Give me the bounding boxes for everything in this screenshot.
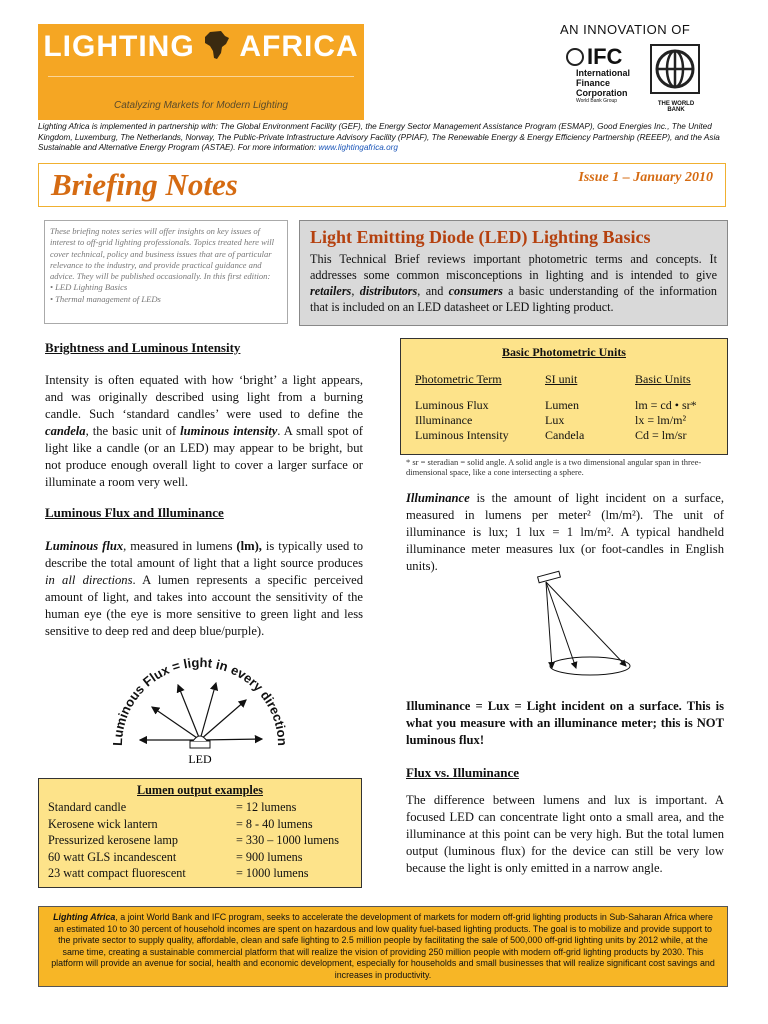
ifc-line: Corporation — [576, 88, 628, 98]
flux-arrow — [200, 739, 262, 740]
africa-map-icon — [204, 30, 230, 60]
cone-ray — [546, 582, 626, 666]
photometric-units-box — [400, 338, 728, 455]
term-cell: Luminous Flux — [415, 398, 489, 412]
world-bank-globe-icon — [650, 44, 700, 94]
led-basics-title: Light Emitting Diode (LED) Lighting Basics — [310, 227, 651, 247]
cone-ray — [546, 582, 552, 668]
ifc-logo — [566, 44, 638, 104]
light-source-icon — [538, 571, 561, 582]
photometric-title: Basic Photometric Units — [502, 345, 626, 359]
flux-arrow — [200, 683, 216, 740]
lumen-row: Pressurized kerosene lamp = 330 – 1000 lumens — [48, 833, 340, 847]
innovation-label: AN INNOVATION OF — [560, 22, 691, 37]
basic-cell: Cd = lm/sr — [635, 428, 687, 442]
led-icon — [190, 741, 210, 748]
lighting-africa-logo — [38, 24, 364, 120]
intro-list-item: • Thermal management of LEDs — [50, 293, 161, 304]
led-label: LED — [188, 752, 212, 766]
briefing-title: Briefing Notes — [51, 167, 238, 202]
flux-vs-paragraph: The difference between lumens and lux is important. A focused LED can concentrate light onto a small area, and the illuminance at this point can be very high. But the total lumen output (luminous flux) for the device can still be very low because the light is only emitted in a narrow angle. — [406, 793, 724, 875]
brightness-heading: Brightness and Luminous Intensity — [45, 340, 241, 355]
cone-ray — [546, 582, 576, 668]
brightness-paragraph: Intensity is often equated with how ‘bright’ a light appears, and was originally described using light from a burning candle. Such ‘standard candles’ were used to define the candela, the basic unit of luminous intensity. A small spot of light like a candle (or an LED) may appear to be bright, but not produce enough overall light to cover a larger surface or illuminate a room very well. — [45, 373, 363, 489]
si-cell: Lux — [545, 413, 565, 427]
lumen-examples-box — [38, 778, 362, 888]
lumen-row: 23 watt compact fluorescent = 1000 lumens — [48, 866, 309, 880]
intro-list-item: • LED Lighting Basics — [50, 282, 128, 293]
flux-diagram-label: Luminous Flux = light in every direction — [109, 654, 291, 747]
led-basics-box — [299, 220, 728, 326]
flux-paragraph: Luminous flux, measured in lumens (lm), is typically used to describe the total amount of light that a light source produces in all directions. A lumen represents a specific perceived amount of light, and takes into account the sensitivity of the human eye (the eye is more sensitive to green light and less sensitive to deep red and deep blue/purple). — [45, 539, 364, 638]
logo-word-africa: AFRICA — [239, 30, 359, 63]
luminous-flux-diagram — [100, 645, 300, 770]
col-header-term: Photometric Term — [415, 372, 502, 386]
lumen-row: Kerosene wick lantern = 8 - 40 lumens — [48, 816, 313, 831]
issue-label: Issue 1 – January 2010 — [578, 170, 713, 185]
website-link[interactable]: www.lightingafrica.org — [318, 143, 398, 152]
ifc-group: World Bank Group — [576, 98, 618, 104]
program-text: , a joint World Bank and IFC program, seeks to accelerate the development of markets for modern off-grid lighting products in Sub-Saharan Africa where an estimated 10 to 30 percent of household incomes are spent on hazardous and low quality fuel-based lighting products. The goal is to mobilize and provide support to the private sector to supply quality, affordable, clean and safe lighting to 2.5 million people by facilitating the sale of 500,000 off-grid lighting units by 2012 while, at the same time, creating a sustainable commercial platform that will realize the vision of providing 250 million people with modern off-grid lighting products by 2030. This platform will provide an avenue for social, health and economic development, especially for households and small businesses that will realize significant cost savings and increases in productivity. — [51, 912, 715, 980]
ifc-line: International — [576, 68, 631, 78]
ifc-abbr: IFC — [587, 44, 623, 69]
photometric-footnote: * sr = steradian = solid angle. A solid angle is a two dimensional angular span in three-dimensional space, like a cone intersecting a sphere. — [406, 457, 702, 477]
partners-note — [38, 122, 728, 154]
world-bank-caption: THE WORLD BANK — [657, 101, 695, 113]
illuminance-cone-diagram — [500, 568, 640, 683]
col-header-si: SI unit — [545, 372, 578, 386]
program-summary-box — [38, 906, 728, 987]
flux-heading: Luminous Flux and Illuminance — [45, 505, 224, 520]
logo-word-lighting: LIGHTING — [43, 30, 195, 63]
lumen-row: Standard candle = 12 lumens — [48, 800, 297, 814]
si-cell: Candela — [545, 428, 585, 442]
term-cell: Luminous Intensity — [415, 428, 509, 442]
illuminance-paragraph: Illuminance is the amount of light incident on a surface, measured in lumens per meter² (lm/m²). The unit of illuminance is lux; 1 lux = 1 lm/m². A typical handheld illuminance meter measures lux (or foot-candles in English units). — [406, 491, 724, 573]
briefing-notes-bar — [38, 163, 726, 207]
program-brand: Lighting Africa — [53, 912, 116, 922]
globe-icon — [566, 48, 584, 66]
world-bank-logo — [650, 44, 702, 113]
ifc-line: Finance — [576, 78, 611, 88]
illuminance-definition: Illuminance = Lux = Light incident on a surface. This is what you measure with an illuminance meter; this is NOT luminous flux! — [406, 699, 724, 747]
partners-text: Lighting Africa is implemented in partnership with: The Global Environment Facility (GEF), the Energy Sector Management Assistance Program (ESMAP), Good Energies Inc., The United Kingdom, Luxemburg, The Netherlands, Norway, The Public-Private Infrastructure Advisory Facility (PPIAF), The Renewable Energy & Energy Efficiency Partnership (REEEP), and the Asia Sustainable and Alternative Energy Program (ASTAE). For more information: — [38, 122, 720, 152]
term-cell: Illuminance — [415, 413, 473, 427]
intro-text: These briefing notes series will offer insights on key issues of interest to off-grid lighting professionals. Topics treated here will cover technical, policy and business issues that are of particular relevance to the industry, and provide practical guidance and advice. They will be published occasionally. In this first edition: — [50, 226, 274, 282]
illuminated-area — [550, 657, 630, 675]
flux-vs-heading: Flux vs. Illuminance — [406, 765, 520, 780]
logo-tagline: Catalyzing Markets for Modern Lighting — [114, 100, 288, 111]
si-cell: Lumen — [545, 398, 579, 412]
flux-arrow — [200, 700, 246, 740]
led-basics-text: This Technical Brief reviews important photometric terms and concepts. It addresses some common misconceptions in lighting and is intended to give retailers, distributors, and consumers a basic understanding of the information that is included on an LED datasheet or LED lighting product. — [310, 252, 717, 314]
basic-cell: lx = lm/m² — [635, 413, 687, 427]
basic-cell: lm = cd • sr* — [635, 398, 697, 412]
lumen-row: 60 watt GLS incandescent = 900 lumens — [48, 849, 303, 864]
lumen-examples-title: Lumen output examples — [137, 783, 263, 797]
col-header-basic: Basic Units — [635, 372, 691, 386]
intro-box — [44, 220, 288, 324]
